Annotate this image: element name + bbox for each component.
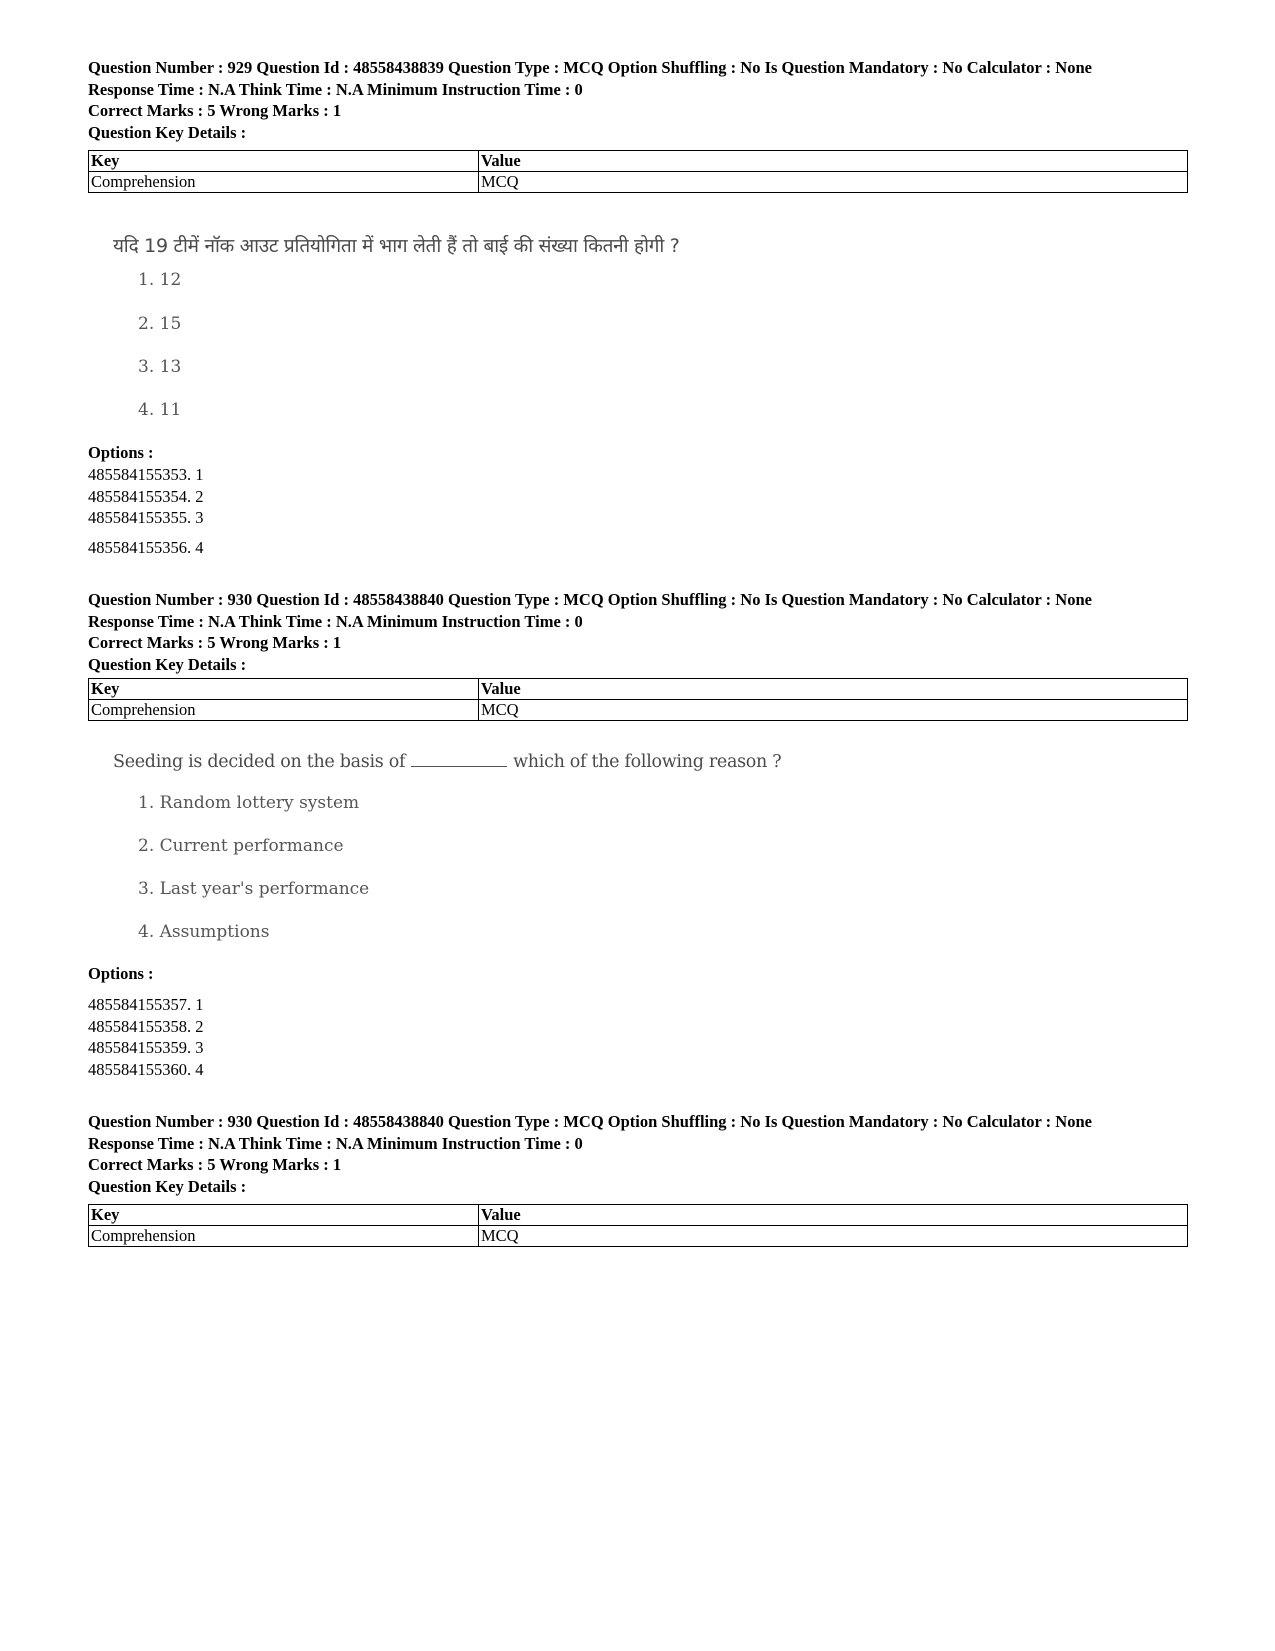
key-details-table bbox=[88, 150, 1188, 193]
table-row bbox=[89, 172, 1188, 193]
key-details-label: Question Key Details : bbox=[88, 654, 247, 674]
col-value-header: Value bbox=[479, 679, 1188, 700]
question-meta-line: Question Number : 930 Question Id : 48558438840 Question Type : MCQ Option Shuffling : No Is Question Mandatory : No Calculator : None bbox=[88, 1112, 1092, 1131]
table-header-row bbox=[89, 679, 1188, 700]
option-line: 485584155356. 4 bbox=[88, 537, 204, 557]
question-image-929 bbox=[113, 232, 680, 258]
col-key-header: Key bbox=[89, 151, 479, 172]
option-line: 485584155358. 2 bbox=[88, 1016, 204, 1036]
response-time-line: Response Time : N.A Think Time : N.A Minimum Instruction Time : 0 bbox=[88, 1133, 583, 1153]
question-option: 4. 11 bbox=[138, 400, 182, 420]
col-value-header: Value bbox=[479, 1205, 1188, 1226]
question-option: 3. Last year's performance bbox=[138, 879, 370, 899]
question-meta-line: Question Number : 929 Question Id : 48558438839 Question Type : MCQ Option Shuffling : No Is Question Mandatory : No Calculator : None bbox=[88, 58, 1092, 77]
col-key-header: Key bbox=[89, 1205, 479, 1226]
question-option: 1. Random lottery system bbox=[138, 793, 360, 813]
col-value-header: Value bbox=[479, 151, 1188, 172]
table-row bbox=[89, 1226, 1188, 1247]
question-option: 2. 15 bbox=[138, 314, 182, 334]
response-time-line: Response Time : N.A Think Time : N.A Minimum Instruction Time : 0 bbox=[88, 611, 583, 631]
row-value-cell: MCQ bbox=[479, 1226, 1188, 1247]
question-text-before: Seeding is decided on the basis of bbox=[113, 752, 406, 772]
question-image-930 bbox=[113, 750, 781, 772]
option-line: 485584155354. 2 bbox=[88, 486, 204, 506]
col-key-header: Key bbox=[89, 679, 479, 700]
table-header-row bbox=[89, 151, 1188, 172]
response-time-line: Response Time : N.A Think Time : N.A Minimum Instruction Time : 0 bbox=[88, 79, 583, 99]
key-details-label: Question Key Details : bbox=[88, 1176, 247, 1196]
question-header-930 bbox=[88, 589, 1188, 721]
key-details-table bbox=[88, 1204, 1188, 1247]
option-line: 485584155357. 1 bbox=[88, 995, 204, 1014]
question-text bbox=[113, 750, 781, 772]
options-list-930 bbox=[88, 964, 1188, 1080]
option-line: 485584155355. 3 bbox=[88, 508, 204, 527]
marks-line: Correct Marks : 5 Wrong Marks : 1 bbox=[88, 101, 342, 120]
question-option: 3. 13 bbox=[138, 357, 182, 377]
options-list-929 bbox=[88, 443, 1188, 558]
table-row bbox=[89, 700, 1188, 721]
question-option: 2. Current performance bbox=[138, 836, 344, 856]
question-option: 1. 12 bbox=[138, 270, 182, 290]
row-key-cell: Comprehension bbox=[89, 172, 479, 193]
row-key-cell: Comprehension bbox=[89, 700, 479, 721]
question-option: 4. Assumptions bbox=[138, 922, 270, 942]
question-header-929 bbox=[88, 57, 1188, 193]
key-details-label: Question Key Details : bbox=[88, 122, 247, 142]
question-text-after: which of the following reason ? bbox=[513, 752, 782, 772]
options-title: Options : bbox=[88, 443, 154, 462]
option-line: 485584155353. 1 bbox=[88, 465, 204, 484]
options-title: Options : bbox=[88, 964, 154, 983]
option-line: 485584155360. 4 bbox=[88, 1059, 204, 1079]
question-text: यदि 19 टीमें नॉक आउट प्रतियोगिता में भाग लेती हैं तो बाई की संख्या कितनी होगी ? bbox=[113, 235, 680, 257]
option-line: 485584155359. 3 bbox=[88, 1038, 204, 1057]
key-details-table bbox=[88, 678, 1188, 721]
question-meta-line: Question Number : 930 Question Id : 48558438840 Question Type : MCQ Option Shuffling : No Is Question Mandatory : No Calculator : None bbox=[88, 590, 1092, 609]
table-header-row bbox=[89, 1205, 1188, 1226]
row-value-cell: MCQ bbox=[479, 700, 1188, 721]
fill-in-blank bbox=[411, 750, 507, 767]
row-key-cell: Comprehension bbox=[89, 1226, 479, 1247]
marks-line: Correct Marks : 5 Wrong Marks : 1 bbox=[88, 633, 342, 652]
marks-line: Correct Marks : 5 Wrong Marks : 1 bbox=[88, 1155, 342, 1174]
row-value-cell: MCQ bbox=[479, 172, 1188, 193]
question-header-930-repeat bbox=[88, 1111, 1188, 1247]
